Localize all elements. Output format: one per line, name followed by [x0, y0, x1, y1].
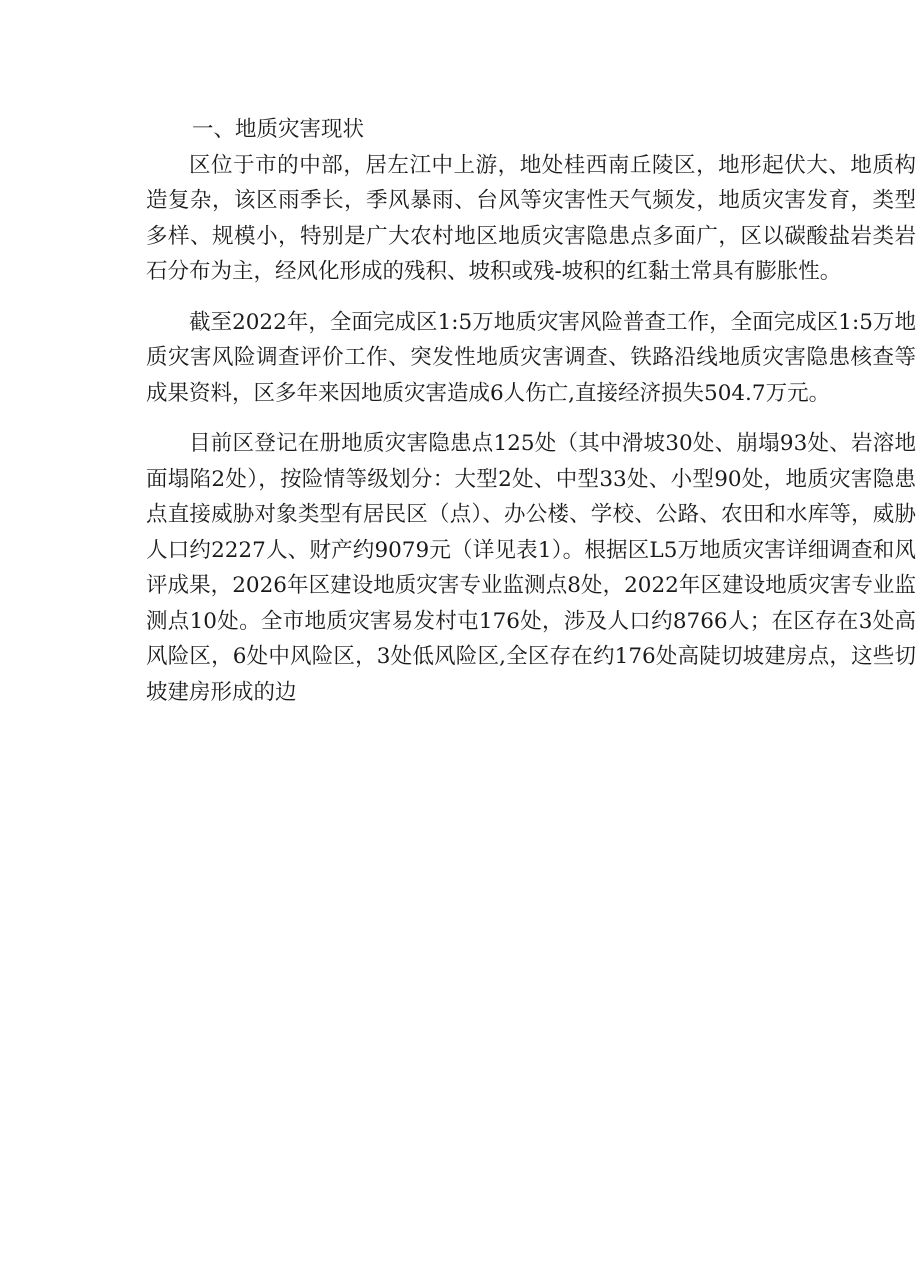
paragraph-hazard-points: 目前区登记在册地质灾害隐患点125处（其中滑坡30处、崩塌93处、岩溶地面塌陷2处），按险情等级划分：大型2处、中型33处、小型90处，地质灾害隐患点直接威胁对象类型有居民区（点）、办公楼、学校、公路、农田和水库等，威胁人口约2227人、财产约9079元（详见表1）。根据区L5万地质灾害详细调查和风评成果，2026年区建设地质灾害专业监测点8处，2022年区建设地质灾害专业监测点10处。全市地质灾害易发村屯176处，涉及人口约8766人；在区存在3处高风险区，6处中风险区，3处低风险区,全区存在约176处高陡切坡建房点，这些切坡建房形成的边 [146, 431, 916, 705]
document-body [146, 112, 916, 710]
paragraph-survey: 截至2022年，全面完成区1:5万地质灾害风险普查工作，全面完成区1:5万地质灾害风险调查评价工作、突发性地质灾害调查、铁路沿线地质灾害隐患核查等成果资料，区多年来因地质灾害造成6人伤亡,直接经济损失504.7万元。 [146, 309, 916, 406]
paragraph-geology: 区位于市的中部，居左江中上游，地处桂西南丘陵区，地形起伏大、地质构造复杂，该区雨季长，季风暴雨、台风等灾害性天气频发，地质灾害发育，类型多样、规模小，特别是广大农村地区地质灾害隐患点多面广，区以碳酸盐岩类岩石分布为主，经风化形成的残积、坡积或残-坡积的红黏土常具有膨胀性。 [146, 152, 916, 284]
section-heading: 一、地质灾害现状 [192, 117, 365, 142]
